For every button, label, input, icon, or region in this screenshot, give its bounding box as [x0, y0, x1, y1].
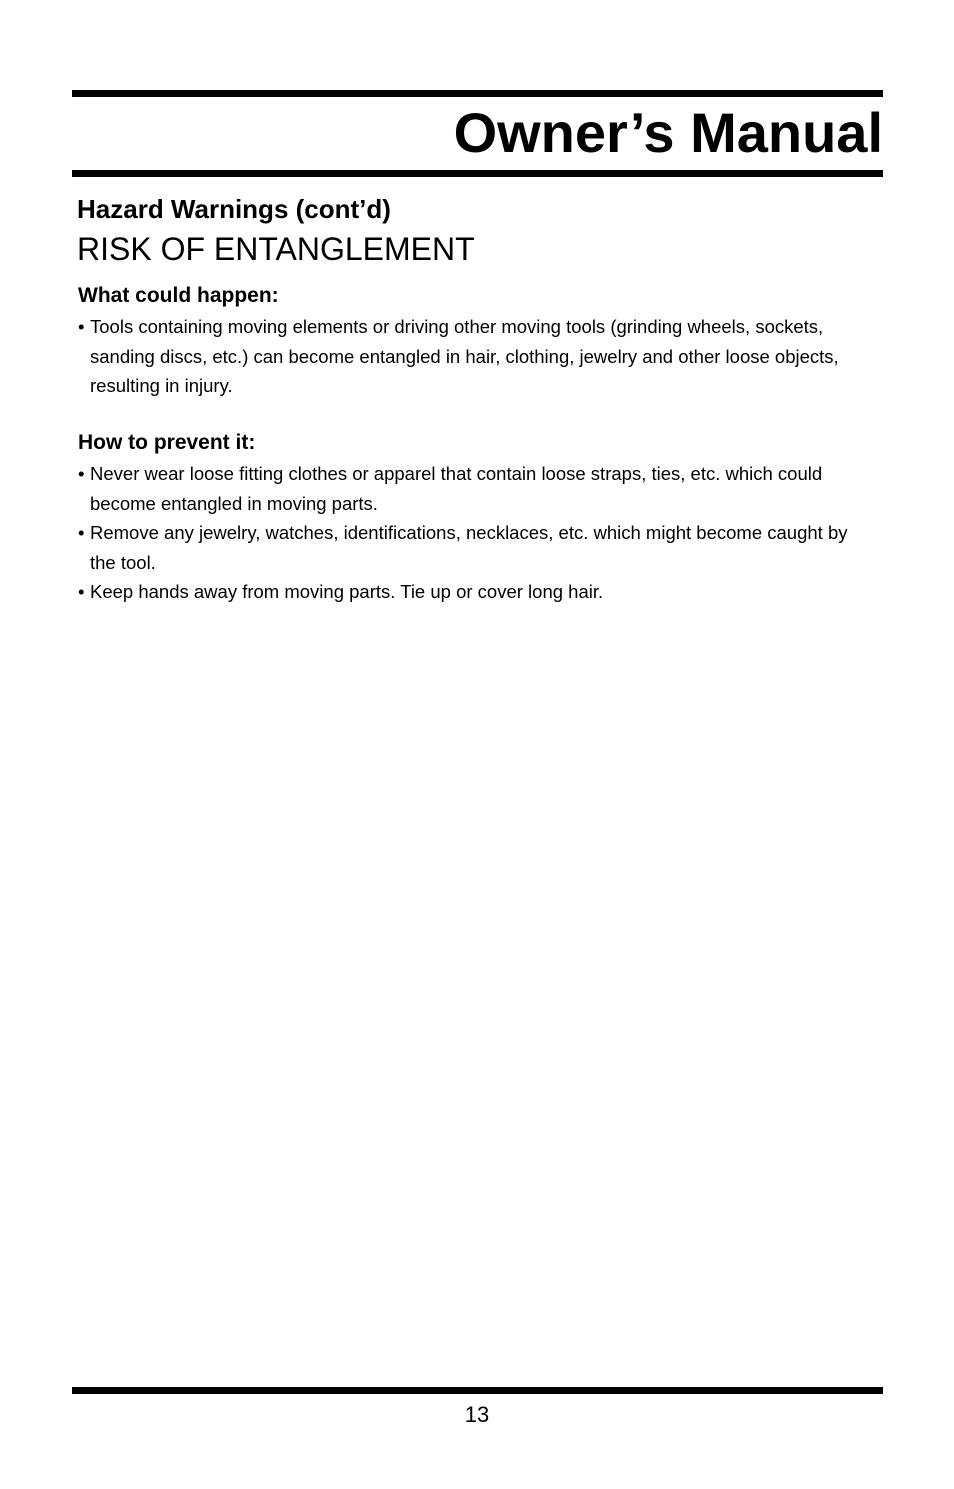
what-could-happen-heading: What could happen: [78, 284, 279, 307]
list-item-text: Tools containing moving elements or driving other moving tools (grinding wheels, sockets, sanding discs, etc.) can become entangled in hair, clothing, jewelry and other loose objects, resulting in injury. [90, 316, 839, 396]
list-item [78, 577, 878, 607]
bullet-icon: • [78, 463, 85, 484]
header-rule-top [72, 90, 883, 97]
list-item-text: Keep hands away from moving parts. Tie up or cover long hair. [90, 581, 604, 602]
footer-rule [72, 1387, 883, 1394]
list-item [78, 518, 878, 577]
page-number: 13 [464, 1402, 490, 1427]
what-could-happen-list [78, 312, 878, 401]
bullet-icon: • [78, 581, 85, 602]
list-item [78, 459, 878, 518]
bullet-icon: • [78, 316, 85, 337]
section-subheading: RISK OF ENTANGLEMENT [77, 231, 475, 267]
header-rule-bottom [72, 170, 883, 177]
list-item [78, 312, 878, 401]
list-item-text: Remove any jewelry, watches, identifications, necklaces, etc. which might become caught by the tool. [90, 522, 848, 573]
how-to-prevent-block [78, 429, 878, 607]
manual-title: Owner’s Manual [453, 101, 883, 164]
section-heading: Hazard Warnings (cont’d) [77, 194, 391, 224]
what-could-happen-block [78, 282, 878, 401]
list-item-text: Never wear loose fitting clothes or apparel that contain loose straps, ties, etc. which could become entangled in moving parts. [90, 463, 823, 514]
how-to-prevent-heading: How to prevent it: [78, 431, 256, 454]
how-to-prevent-list [78, 459, 878, 607]
bullet-icon: • [78, 522, 85, 543]
